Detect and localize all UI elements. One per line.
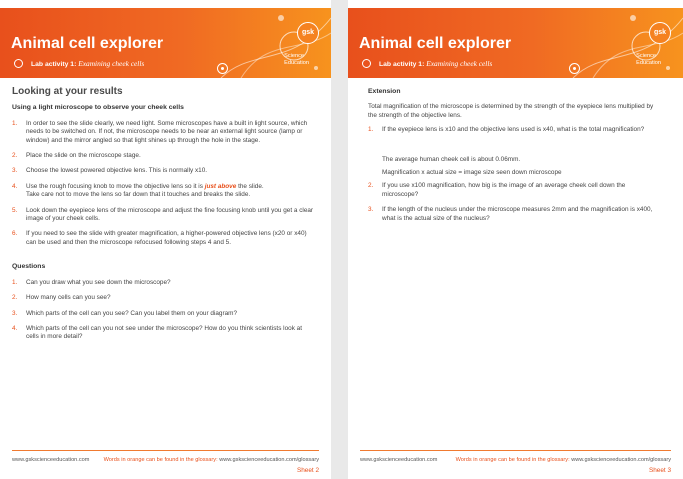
sheet-2 [0, 0, 331, 479]
glossary-term[interactable]: just above [204, 182, 237, 190]
extension-list-continued [368, 182, 658, 223]
section-subheading: Using a light microscope to observe your cheek cells [12, 104, 184, 112]
footer-website-link[interactable]: www.gskscienceeducation.com [360, 457, 438, 463]
extension-heading: Extension [368, 88, 401, 95]
activity-subtitle: Lab activity 1: Examining cheek cells [362, 59, 492, 68]
lab-icon [14, 59, 23, 68]
header-banner [348, 8, 683, 78]
main-content [12, 88, 316, 349]
procedure-list [12, 120, 316, 247]
page-title: Animal cell explorer [359, 35, 512, 52]
page-gap [331, 0, 348, 479]
list-item: 2. How many cells can you see? [12, 294, 111, 302]
list-item: 6. If you need to see the slide with greater magnification, a higher-powered objective lens (x20 or x40) can be used and then the microscope refocused following steps 4 and 5. [12, 230, 307, 246]
sheet-3 [348, 0, 683, 479]
badge-icon [217, 63, 228, 74]
list-item: 3. If the length of the nucleus under the microscope measures 2mm and the magnification is x400, what is the actual size of the nucleus? [368, 206, 653, 222]
list-item: 3. Choose the lowest powered objective lens. This is normally x10. [12, 167, 208, 175]
sheet-number: Sheet 2 [296, 467, 319, 474]
footer-website-link[interactable]: www.gskscienceeducation.com [12, 457, 90, 463]
sheet-number: Sheet 3 [648, 467, 671, 474]
list-item: 5. Look down the eyepiece lens of the microscope and adjust the fine focusing knob until you get a clear image of your cheek cells. [12, 206, 314, 223]
main-content [368, 88, 658, 230]
formula-note: Magnification x actual size = image size seen down microscope [382, 169, 562, 177]
extension-list [368, 126, 658, 134]
science-education-label: Science Education [636, 53, 661, 66]
list-item: 4. Use the rough focusing knob to move the objective lens so it is just above the slide. Take care not to move the lens so far down that it touches and breaks the slide. [12, 182, 264, 199]
lab-icon [362, 59, 371, 68]
intro-paragraph: Total magnification of the microscope is determined by the strength of the eyepiece lens multiplied by the strength of the objective lens. [368, 103, 654, 119]
activity-subtitle: Lab activity 1: Examining cheek cells [14, 59, 144, 68]
header-banner [0, 8, 331, 78]
science-education-label: Science Education [284, 53, 309, 66]
list-item: 2. If you use x100 magnification, how big is the image of an average cheek cell down the microscope? [368, 182, 626, 198]
gsk-logo: gsk [649, 22, 671, 44]
footer-divider [360, 450, 671, 451]
questions-list [12, 279, 316, 342]
footer-glossary-note: Words in orange can be found in the glossary: www.gskscienceeducation.com/glossary [455, 457, 671, 463]
list-item: 4. Which parts of the cell can you not see under the microscope? How do you think scientists look at cells in more detail? [12, 324, 303, 341]
list-item: 1. In order to see the slide clearly, we need light. Some microscopes have a built in light source, which needs to be switched on. If not, the microscope needs to be near an external light source (lamp or window) and the mirror angled so that light shines up through the hole in the stage. [12, 119, 308, 144]
info-note: The average human cheek cell is about 0.06mm. [382, 155, 521, 163]
questions-heading: Questions [12, 263, 46, 271]
swirl-graphic [211, 8, 331, 78]
glossary-link[interactable]: www.gskscienceeducation.com/glossary [217, 457, 319, 463]
gsk-logo: gsk [297, 22, 319, 44]
list-item: 3. Which parts of the cell can you see? Can you label them on your diagram? [12, 309, 238, 317]
badge-icon [569, 63, 580, 74]
list-item: 1. Can you draw what you see down the microscope? [12, 278, 171, 286]
glossary-link[interactable]: www.gskscienceeducation.com/glossary [569, 457, 671, 463]
footer-divider [12, 450, 319, 451]
swirl-graphic [563, 8, 683, 78]
section-heading: Looking at your results [12, 86, 123, 97]
list-item: 1. If the eyepiece lens is x10 and the objective lens used is x40, what is the total magnification? [368, 126, 645, 134]
list-item: 2. Place the slide on the microscope stage. [12, 152, 141, 160]
footer-glossary-note: Words in orange can be found in the glossary: www.gskscienceeducation.com/glossary [103, 457, 319, 463]
page-title: Animal cell explorer [11, 35, 164, 52]
